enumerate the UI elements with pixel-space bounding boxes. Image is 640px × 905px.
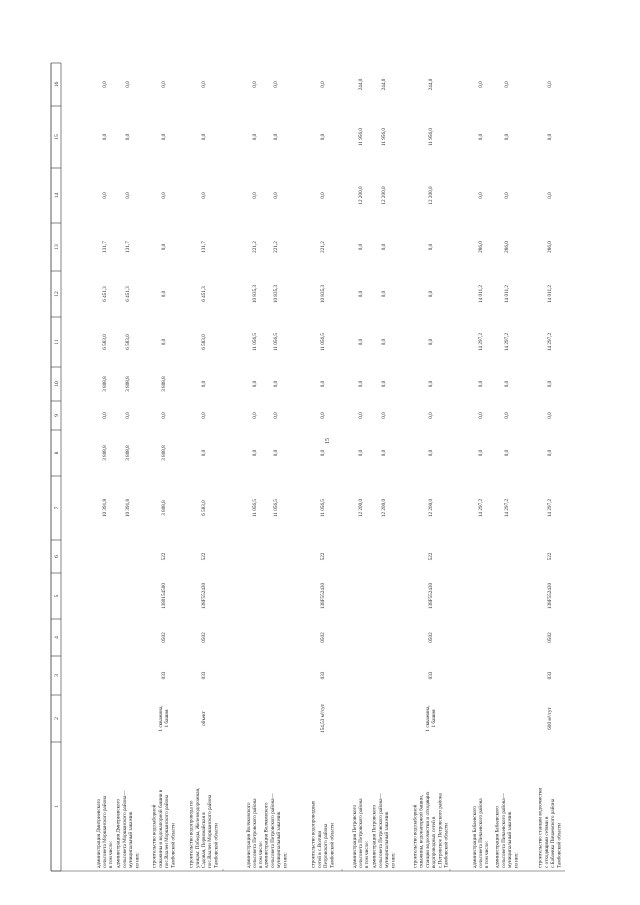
row-name-line: пос.Ваален Моршанского района: [207, 794, 214, 868]
row-name-line: из них:: [134, 852, 141, 868]
row-name-line: скважины и водонапорной башни в: [157, 789, 164, 868]
cell-stage2-federal: 10 835,3: [273, 284, 279, 304]
row-name-line: в том числе:: [258, 840, 265, 868]
cell-stage1-regional: 3 808,8: [102, 376, 108, 392]
row-name-line: в том числе:: [364, 840, 371, 868]
cell-stage3-total: 12 200,0: [428, 186, 434, 205]
row-name-line: администрация Волчковского: [263, 802, 270, 868]
cell-stage1-total: 0,0: [478, 449, 484, 457]
cell-total: 10 391,8: [102, 498, 108, 518]
cell-stage3-regional: 0,0: [125, 81, 131, 88]
cell-stage1-federal: 0,0: [161, 412, 167, 419]
cell-stage2-total: 0,0: [428, 338, 434, 346]
cell-stage3-federal: 0,0: [201, 133, 207, 141]
column-number-stage1-total: 8: [54, 451, 60, 455]
row-name-line: строительство станции водоочистки: [537, 787, 544, 868]
cell-total: 12 200,0: [428, 498, 434, 518]
cell-expense-type: 522: [161, 552, 167, 561]
cell-stage2-federal: 6 451,3: [125, 286, 131, 302]
row-name-line: с.Бабаевка Пичаевского района: [550, 798, 557, 868]
cell-total: 6 583,0: [201, 500, 207, 516]
cell-target-article: 138F552430: [320, 582, 326, 610]
cell-stage1-federal: 0,0: [125, 412, 131, 419]
cell-stage2-regional: 0,0: [381, 243, 387, 251]
row-name-line: муниципальный заказчик: [384, 811, 391, 868]
row-quantity: объект: [201, 711, 207, 726]
cell-stage3-total: 12 200,0: [381, 186, 387, 205]
cell-stage2-regional: 0,0: [161, 243, 167, 251]
row-name-line: муниципальный заказчик: [128, 811, 135, 868]
cell-stage2-regional: 221,2: [320, 241, 326, 253]
cell-stage2-total: 11 056,5: [273, 333, 279, 351]
row-name-line: строительство водозаборной: [151, 804, 158, 868]
cell-stage2-total: 11 056,5: [320, 333, 326, 351]
row-quantity: 1 скважина,: [157, 705, 164, 732]
cell-stage2-regional: 286,0: [478, 241, 484, 253]
cell-stage3-total: 0,0: [252, 192, 258, 199]
row-name-line: сельсовета Петровского района—: [269, 793, 276, 868]
row-name-line: сельсовета Петровского района—: [377, 793, 384, 868]
cell-stage3-total: 0,0: [478, 192, 484, 199]
cell-stage3-regional: 0,0: [547, 81, 553, 88]
column-number-ministry: 3: [54, 674, 60, 677]
cell-stage1-total: 3 808,8: [102, 445, 108, 461]
cell-stage1-regional: 3 808,8: [161, 376, 167, 392]
cell-stage1-total: 0,0: [504, 449, 510, 457]
cell-stage1-regional: 0,0: [381, 380, 387, 388]
cell-total: 11 056,5: [273, 499, 279, 517]
cell-stage1-total: 0,0: [428, 449, 434, 457]
cell-stage1-regional: 0,0: [320, 380, 326, 388]
cell-stage2-total: 6 583,0: [201, 334, 207, 350]
cell-stage3-federal: 11 956,0: [358, 128, 364, 146]
cell-stage1-total: 0,0: [320, 449, 326, 457]
row-name-line: Садовая, Первомайская в: [201, 812, 207, 868]
row-name-line: администрация Бабаевского: [471, 805, 478, 868]
cell-stage3-federal: 0,0: [547, 133, 553, 141]
cell-stage3-federal: 0,0: [320, 133, 326, 141]
cell-total: 14 297,2: [504, 498, 510, 518]
cell-stage1-federal: 0,0: [504, 412, 510, 419]
cell-stage3-total: 0,0: [125, 192, 131, 199]
cell-target-article: 138F552430: [547, 582, 553, 610]
cell-stage2-federal: 0,0: [358, 290, 364, 298]
row-name-line: скважины, водонапорной башни,: [418, 794, 425, 868]
cell-stage1-federal: 0,0: [428, 412, 434, 419]
column-number-stage3-regional: 16: [54, 81, 60, 88]
cell-stage1-total: 0,0: [547, 449, 553, 457]
row-name-line: из них:: [513, 852, 520, 868]
cell-stage3-federal: 11 956,0: [428, 128, 434, 146]
cell-ministry: 033: [320, 671, 326, 680]
cell-expense-type: 522: [428, 552, 434, 561]
row-name-line: Петровского района: [323, 823, 330, 868]
cell-stage2-federal: 14 011,2: [504, 285, 510, 303]
cell-stage1-total: 0,0: [252, 449, 258, 457]
row-name-line: строительство водозаборной: [412, 804, 419, 868]
row-name-line: с.Петровское Петровского района: [437, 793, 444, 868]
cell-target-article: 138F552430: [201, 582, 207, 610]
row-name-line: с отходящими сетями в: [543, 816, 550, 868]
cell-stage3-total: 0,0: [161, 192, 167, 199]
cell-stage2-regional: 0,0: [358, 243, 364, 251]
cell-stage1-regional: 0,0: [428, 380, 434, 388]
cell-stage1-federal: 0,0: [320, 412, 326, 419]
cell-stage2-total: 14 297,2: [478, 332, 484, 352]
cell-stage2-regional: 286,0: [504, 241, 510, 253]
cell-stage3-total: 0,0: [547, 192, 553, 199]
cell-section: 0502: [547, 632, 553, 643]
row-quantity: 1 башня: [431, 709, 438, 728]
cell-stage2-federal: 6 451,3: [201, 286, 207, 302]
column-number-stage3-total: 14: [54, 192, 60, 199]
cell-stage1-regional: 0,0: [504, 380, 510, 388]
cell-stage3-federal: 0,0: [478, 133, 484, 141]
cell-stage1-total: 0,0: [381, 449, 387, 457]
cell-stage2-total: 11 056,5: [252, 333, 258, 351]
cell-stage1-federal: 0,0: [252, 412, 258, 419]
cell-stage1-federal: 0,0: [201, 412, 207, 419]
cell-stage3-regional: 0,0: [273, 81, 279, 88]
cell-stage3-total: 0,0: [504, 192, 510, 199]
row-name-line: улицам: Победы, Железнодорожная,: [194, 787, 201, 868]
cell-stage3-regional: 244,0: [428, 78, 434, 91]
cell-stage2-federal: 0,0: [428, 290, 434, 298]
row-name-line: администрация Петровского: [351, 804, 358, 868]
cell-stage3-regional: 0,0: [201, 81, 207, 88]
cell-stage1-federal: 0,0: [478, 412, 484, 419]
column-number-total: 7: [54, 506, 60, 510]
page-number: 15: [325, 438, 331, 444]
cell-stage1-regional: 0,0: [358, 380, 364, 388]
cell-stage1-regional: 0,0: [547, 380, 553, 388]
row-name-line: сельсовета Пичаевского района—: [500, 793, 507, 868]
row-name-line: сельсовета Моршанского района—: [121, 790, 128, 868]
cell-stage3-federal: 0,0: [273, 133, 279, 141]
cell-stage2-federal: 6 451,3: [102, 286, 108, 302]
column-number-stage2-total: 11: [54, 339, 60, 345]
cell-expense-type: 522: [201, 552, 207, 561]
cell-stage1-regional: 0,0: [252, 380, 258, 388]
row-name-line: администрация Дмитриевского: [115, 798, 122, 868]
row-name-line: Тамбовской области: [556, 823, 563, 868]
cell-stage1-federal: 0,0: [381, 412, 387, 419]
cell-stage1-federal: 0,0: [102, 412, 108, 419]
cell-stage3-regional: 0,0: [252, 81, 258, 88]
cell-total: 14 297,2: [478, 498, 484, 518]
cell-stage2-regional: 131,7: [201, 241, 207, 253]
row-name-line: Тамбовской области: [443, 823, 450, 868]
cell-total: 10 391,8: [125, 498, 131, 518]
cell-stage2-regional: 0,0: [428, 243, 434, 251]
cell-stage3-regional: 0,0: [161, 81, 167, 88]
cell-stage2-federal: 0,0: [381, 290, 387, 298]
cell-stage2-total: 14 297,2: [547, 332, 553, 352]
cell-stage1-federal: 0,0: [547, 412, 553, 419]
row-name-line: сельсовета Пичаевского района: [478, 798, 484, 868]
cell-expense-type: 522: [547, 552, 553, 561]
cell-stage3-federal: 11 956,0: [381, 128, 387, 146]
column-number-section: 4: [54, 636, 60, 639]
cell-stage1-total: 0,0: [201, 449, 207, 457]
column-number-name: 1: [54, 805, 60, 808]
cell-stage3-regional: 0,0: [102, 81, 108, 88]
cell-stage2-federal: 10 835,3: [320, 284, 326, 304]
column-number-stage2-regional: 13: [54, 244, 60, 250]
row-name-line: сельсовета Моршанского района: [102, 795, 108, 868]
cell-ministry: 033: [201, 671, 207, 680]
cell-stage1-total: 0,0: [358, 449, 364, 457]
table-body: [54, 78, 562, 868]
cell-total: 11 056,5: [252, 499, 258, 517]
cell-stage1-regional: 0,0: [273, 380, 279, 388]
cell-stage2-federal: 0,0: [161, 290, 167, 298]
row-quantity: 1 скважина,: [424, 705, 431, 732]
row-name-line: Тамбовской области: [329, 823, 336, 868]
cell-stage2-regional: 221,2: [252, 241, 258, 253]
cell-stage3-regional: 0,0: [504, 81, 510, 88]
cell-ministry: 033: [547, 671, 553, 680]
row-name-line: станции водоочистки и отходящих: [424, 791, 431, 868]
cell-stage3-total: 0,0: [102, 192, 108, 199]
cell-stage1-federal: 0,0: [273, 412, 279, 419]
cell-stage2-federal: 14 011,2: [478, 285, 484, 303]
cell-stage2-total: 6 583,0: [102, 334, 108, 350]
column-number-expense-type: 6: [54, 555, 60, 558]
cell-ministry: 033: [428, 671, 434, 680]
row-name-line: Тамбовской области: [170, 823, 177, 868]
cell-stage2-total: 0,0: [358, 338, 364, 346]
cell-expense-type: 522: [320, 552, 326, 561]
row-name-line: из них:: [390, 852, 397, 868]
cell-stage3-federal: 0,0: [252, 133, 258, 141]
cell-stage1-total: 3 808,8: [125, 445, 131, 461]
row-name-line: администрация Петровского: [371, 804, 378, 868]
row-name-line: в том числе:: [108, 840, 115, 868]
row-name-line: сельсовета Петровского района: [358, 798, 364, 868]
cell-stage2-federal: 14 011,2: [547, 285, 553, 303]
row-name-line: администрация Волчковского: [245, 802, 252, 868]
row-name-line: сельсовета Петровского района: [252, 798, 258, 868]
column-number-target-article: 5: [54, 594, 60, 598]
column-number-stage3-federal: 15: [54, 134, 60, 140]
row-name-line: Тамбовской области: [213, 823, 220, 868]
cell-stage1-total: 0,0: [273, 449, 279, 457]
cell-total: 3 808,8: [161, 500, 167, 516]
column-number-stage2-federal: 12: [54, 291, 60, 297]
row-name-line: сетей в с.Волчки: [316, 830, 323, 868]
row-name-line: администрация Бабаевского: [494, 805, 501, 868]
cell-stage2-regional: 131,7: [125, 241, 131, 253]
cell-total: 12 200,0: [381, 498, 387, 518]
cell-stage2-regional: 221,2: [273, 241, 279, 253]
cell-total: 14 297,2: [547, 498, 553, 518]
cell-stage1-regional: 0,0: [478, 380, 484, 388]
row-name-line: пос.Ваален Моршанского района: [164, 794, 171, 868]
row-name-line: муниципальный заказчик: [507, 811, 514, 868]
row-name-line: водопроводных сетей в: [431, 816, 438, 868]
cell-stage3-federal: 0,0: [504, 133, 510, 141]
cell-stage2-regional: 131,7: [102, 241, 108, 253]
cell-stage3-total: 0,0: [320, 192, 326, 199]
cell-stage3-federal: 0,0: [125, 133, 131, 141]
cell-target-article: 138F552430: [428, 582, 434, 610]
column-number-stage1-federal: 9: [54, 414, 60, 417]
cell-ministry: 033: [161, 671, 167, 680]
row-name-line: администрация Дмитриевского: [95, 798, 102, 868]
cell-stage3-federal: 0,0: [161, 133, 167, 141]
cell-stage2-regional: 286,0: [547, 241, 553, 253]
column-number-quantity: 2: [54, 717, 60, 720]
cell-target-article: 1380154500: [161, 583, 167, 609]
cell-stage3-total: 0,0: [201, 192, 207, 199]
row-quantity: 600 м³/сут: [547, 707, 553, 730]
cell-stage1-regional: 3 808,8: [125, 376, 131, 392]
cell-stage2-total: 0,0: [161, 338, 167, 346]
cell-stage3-regional: 244,0: [358, 78, 364, 91]
cell-section: 0502: [428, 632, 434, 643]
cell-stage2-total: 6 583,0: [125, 334, 131, 350]
cell-stage1-total: 3 808,8: [161, 445, 167, 461]
cell-total: 12 200,0: [358, 498, 364, 518]
row-quantity: 1 башня: [164, 709, 171, 728]
cell-section: 0502: [201, 632, 207, 643]
cell-stage3-total: 12 200,0: [358, 186, 364, 205]
cell-stage3-federal: 0,0: [102, 133, 108, 141]
row-name-line: строительство водопровода по: [188, 800, 195, 868]
table-grid: [51, 63, 565, 871]
cell-stage2-total: 14 297,2: [504, 332, 510, 352]
cell-stage2-total: 0,0: [381, 338, 387, 346]
cell-section: 0502: [161, 632, 167, 643]
cell-stage3-regional: 0,0: [320, 81, 326, 88]
row-name-line: из них:: [282, 852, 289, 868]
row-quantity: 154,53 м³/сут: [320, 704, 326, 733]
cell-stage1-regional: 0,0: [201, 380, 207, 388]
row-name-line: строительство водопроводных: [310, 800, 317, 868]
cell-stage3-regional: 244,0: [381, 78, 387, 91]
cell-stage3-regional: 0,0: [478, 81, 484, 88]
cell-total: 11 056,5: [320, 499, 326, 517]
cell-stage3-total: 0,0: [273, 192, 279, 199]
row-name-line: в том числе:: [484, 840, 491, 868]
cell-section: 0502: [320, 632, 326, 643]
column-number-stage1-regional: 10: [54, 381, 60, 387]
row-name-line: муниципальный заказчик: [276, 811, 283, 868]
cell-stage1-federal: 0,0: [358, 412, 364, 419]
cell-stage2-federal: 10 835,3: [252, 284, 258, 304]
